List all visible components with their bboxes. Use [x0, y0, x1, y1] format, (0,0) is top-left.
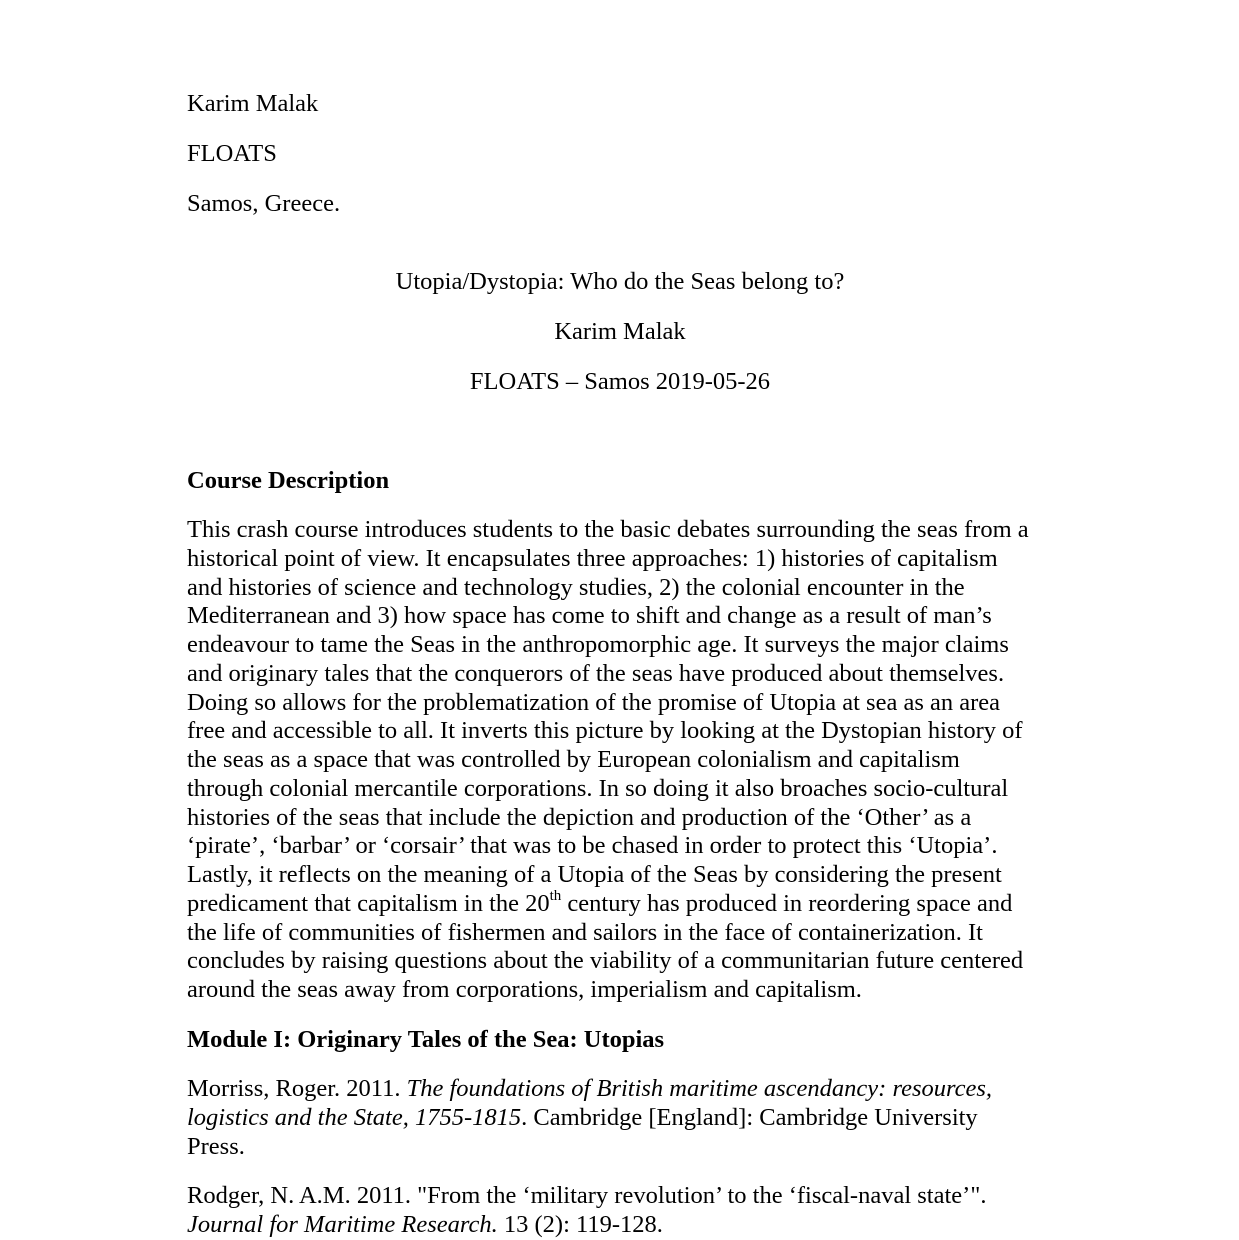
paragraph-line: endeavour to tame the Seas in the anthropomorphic age. It surveys the major claims	[187, 631, 1009, 658]
ordinal-superscript: th	[549, 887, 562, 904]
reference-line	[187, 1104, 1057, 1133]
paragraph-line: free and accessible to all. It inverts this picture by looking at the Dystopian history of	[187, 717, 1023, 745]
reference-title: The foundations of British maritime ascendancy: resources,	[406, 1075, 993, 1102]
paragraph-line: and histories of science and technology studies, 2) the colonial encounter in the	[187, 573, 965, 601]
reference-line: Press.	[187, 1132, 245, 1160]
reference-rodger	[187, 1182, 1057, 1240]
reference-prefix: Morriss, Roger. 2011.	[187, 1075, 407, 1102]
paragraph-line: through colonial mercantile corporations. In so doing it also broaches socio-cultural	[187, 774, 1009, 802]
reference-publisher: . Cambridge [England]: Cambridge University	[521, 1103, 978, 1131]
reference-title-cont: logistics and the State, 1755-1815	[187, 1103, 522, 1131]
paragraph-line: concludes by raising questions about the viability of a communitarian future centered	[187, 947, 1024, 975]
paragraph-line: the seas as a space that was controlled by European colonialism and capitalism	[187, 746, 960, 773]
paragraph-line: historical point of view. It encapsulates three approaches: 1) histories of capitalism	[187, 544, 998, 572]
paragraph-line: histories of the seas that include the depiction and production of the ‘Other’ as a	[187, 803, 972, 831]
reference-morriss	[187, 1075, 1057, 1161]
line-text-after: century has produced in reordering space and	[561, 889, 1013, 917]
paragraph-line: Doing so allows for the problematization of the promise of Utopia at sea as an area	[187, 688, 1001, 716]
course-description-heading: Course Description	[187, 467, 390, 494]
paragraph-line: around the seas away from corporations, imperialism and capitalism.	[187, 976, 862, 1003]
header-organization: FLOATS	[187, 140, 277, 167]
header-location: Samos, Greece.	[187, 190, 341, 217]
document-title: Utopia/Dystopia: Who do the Seas belong to?	[395, 268, 845, 295]
module-1-heading: Module I: Originary Tales of the Sea: Utopias	[187, 1026, 665, 1053]
reference-journal: Journal for Maritime Research.	[187, 1210, 498, 1238]
paragraph-line: and originary tales that the conquerors of the seas have produced about themselves.	[187, 659, 1005, 687]
paragraph-line: Lastly, it reflects on the meaning of a Utopia of the Seas by considering the present	[187, 861, 1002, 888]
title-author: Karim Malak	[554, 318, 686, 345]
paragraph-line: the life of communities of fishermen and sailors in the face of containerization. It	[187, 918, 983, 946]
reference-line	[187, 1075, 1057, 1104]
header-author: Karim Malak	[187, 90, 319, 117]
paragraph-line: ‘pirate’, ‘barbar’ or ‘corsair’ that was to be chased in order to protect this ‘Utopia’.	[187, 832, 998, 860]
paragraph-line-with-superscript	[187, 887, 1057, 919]
paragraph-line: This crash course introduces students to the basic debates surrounding the seas from a	[187, 516, 1029, 543]
title-event: FLOATS – Samos 2019-05-26	[469, 368, 771, 395]
course-description-paragraph	[187, 516, 1057, 1005]
reference-line: Rodger, N. A.M. 2011. "From the ‘military revolution’ to the ‘fiscal-naval state’".	[187, 1182, 987, 1209]
paragraph-line: Mediterranean and 3) how space has come to shift and change as a result of man’s	[187, 602, 992, 630]
reference-line	[187, 1211, 1057, 1240]
line-text-before: predicament that capitalism in the 20	[187, 889, 550, 917]
reference-volume: 13 (2): 119-128.	[497, 1210, 663, 1238]
